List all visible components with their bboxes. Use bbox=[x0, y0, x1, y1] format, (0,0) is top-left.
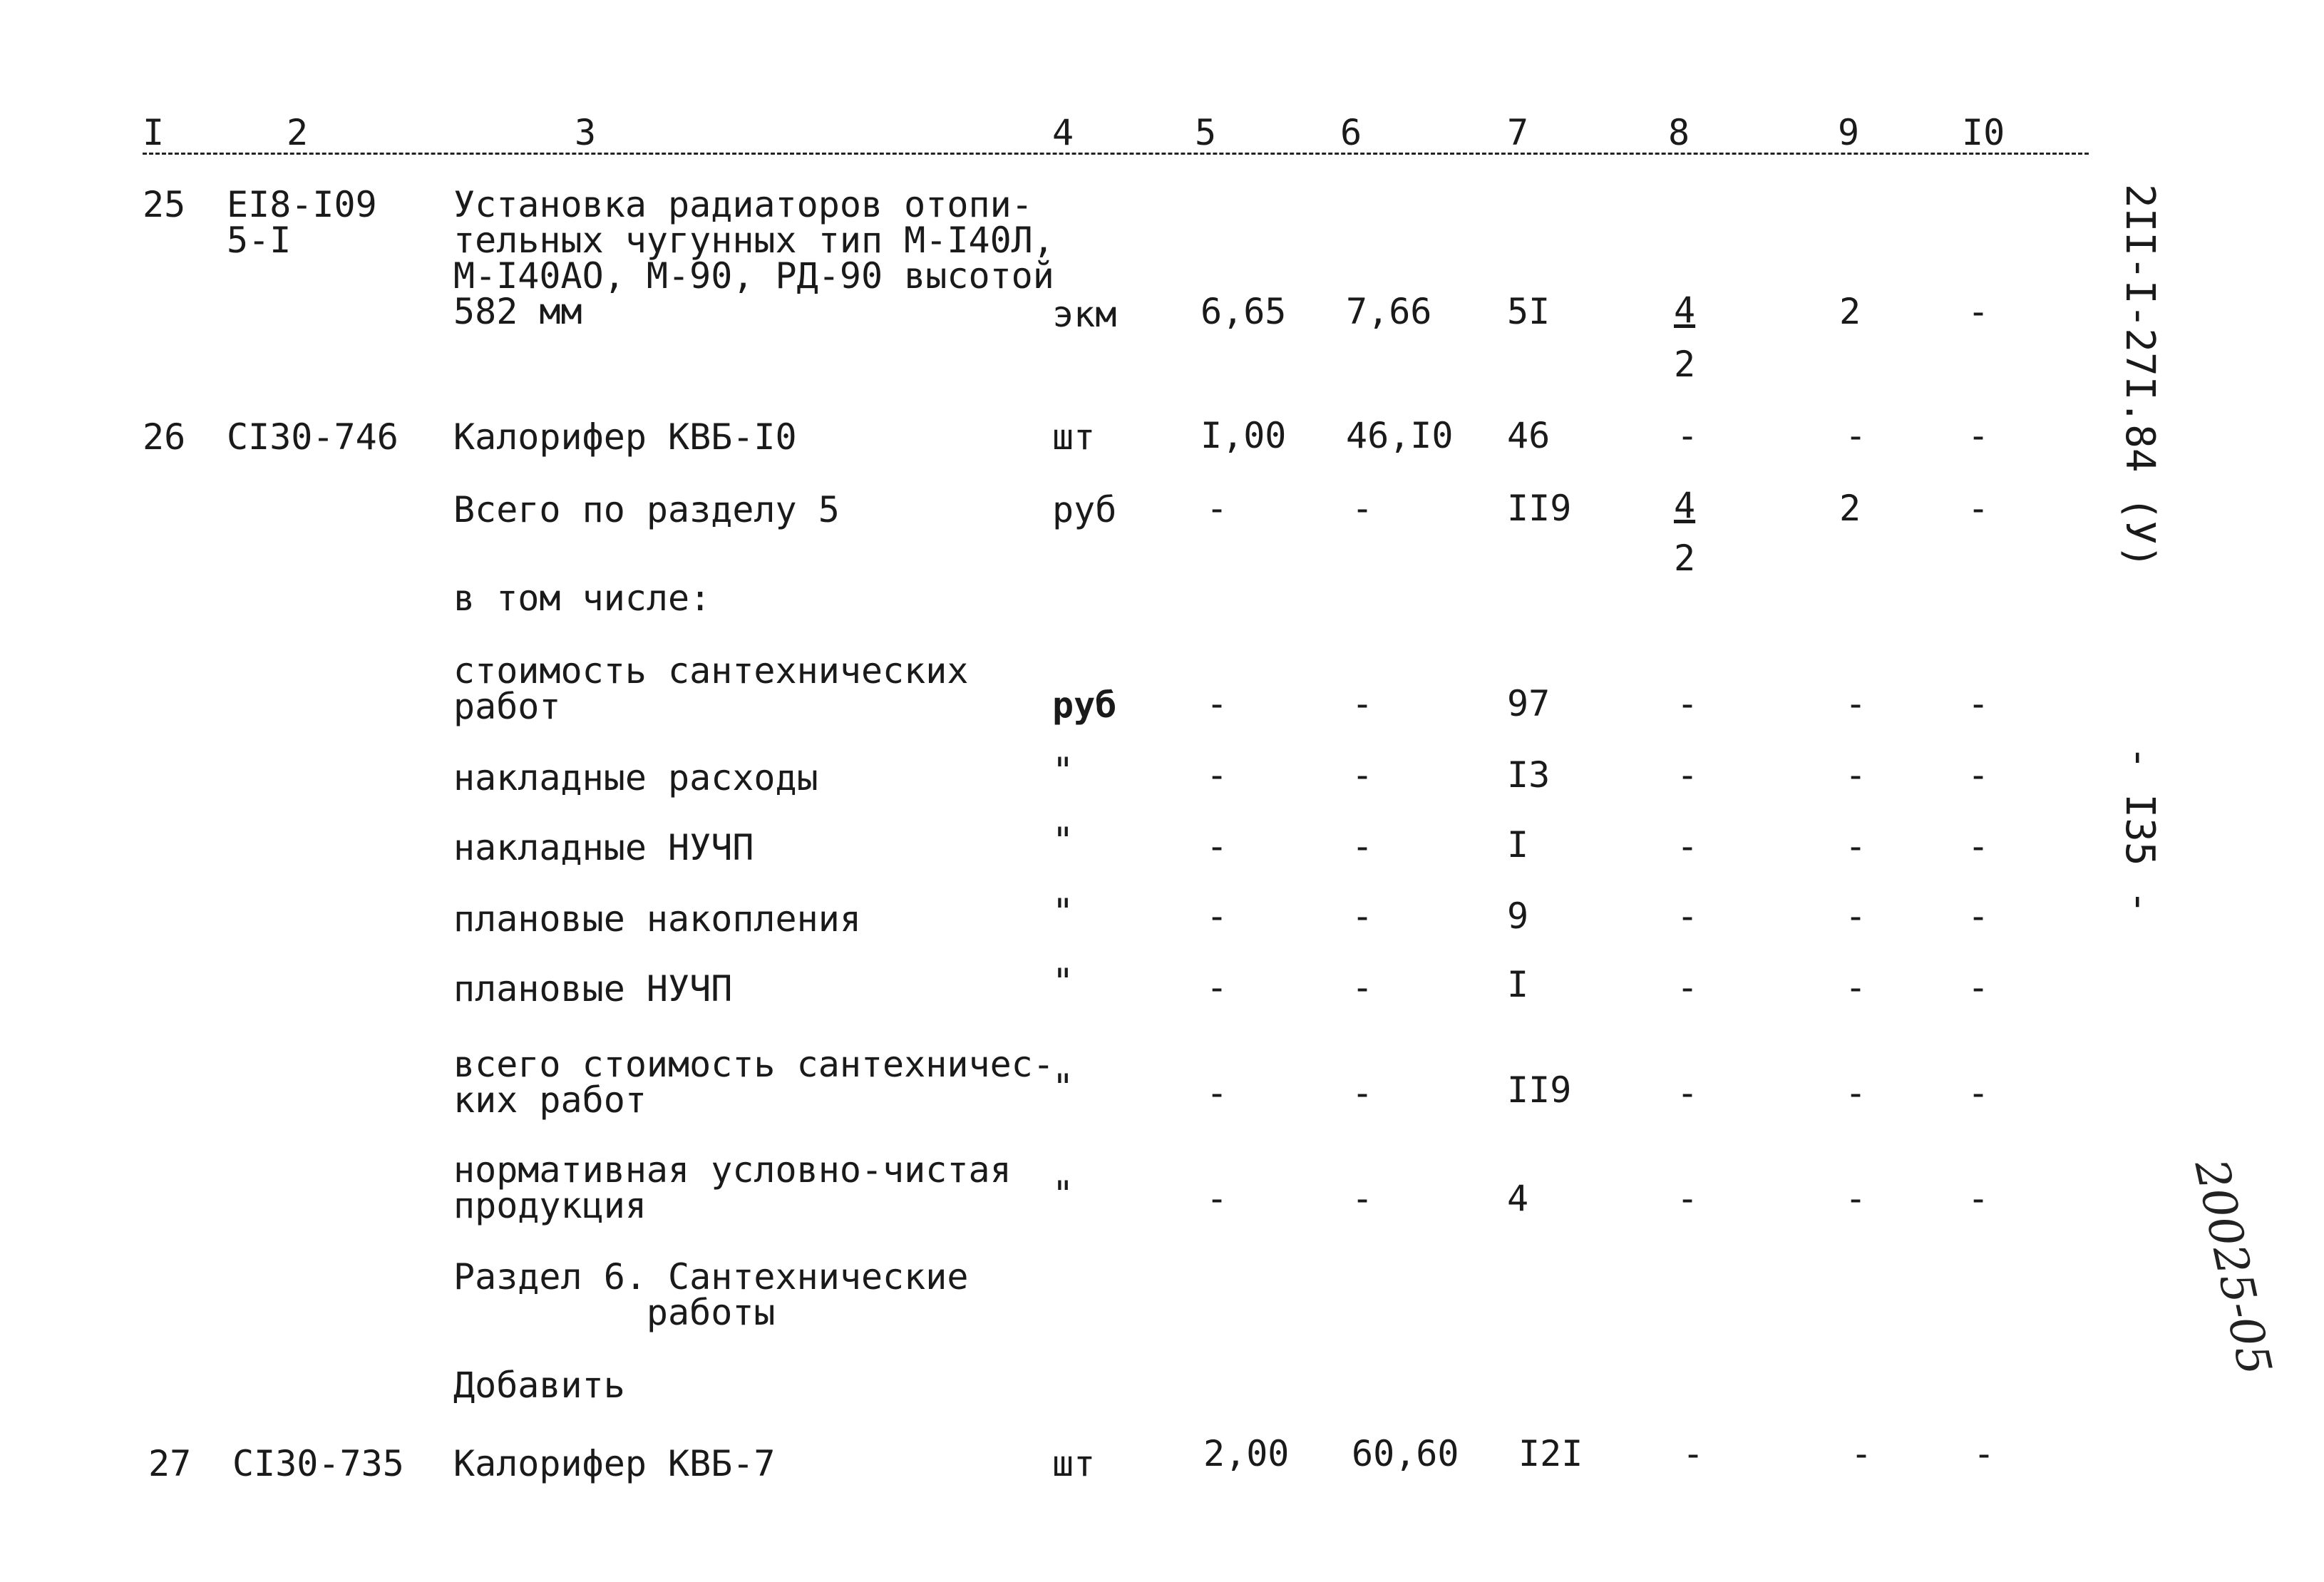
col-header-2: 2 bbox=[287, 112, 309, 153]
row-code: CI30-746 bbox=[227, 416, 399, 458]
row-col10: - bbox=[1968, 754, 1990, 796]
row-col9: - bbox=[1845, 967, 1867, 1008]
row-col7: 46 bbox=[1507, 415, 1551, 456]
row-col8: - bbox=[1677, 1178, 1699, 1219]
row-col5: - bbox=[1206, 1178, 1228, 1219]
row-description: накладные расходы bbox=[453, 757, 818, 798]
row-col5: 2,00 bbox=[1203, 1433, 1290, 1474]
row-description: Калорифер КВБ-I0 bbox=[453, 416, 797, 458]
row-col10: - bbox=[1968, 1072, 1990, 1114]
row-description: Добавить bbox=[453, 1365, 625, 1406]
row-col8-denominator: 2 bbox=[1674, 538, 1696, 579]
row-col8-numerator: 4 bbox=[1674, 289, 1696, 331]
row-col6: - bbox=[1352, 1072, 1374, 1114]
handwritten-note: 20025-05 bbox=[2184, 1155, 2281, 1380]
row-col5: - bbox=[1206, 826, 1228, 867]
row-col7: II9 bbox=[1507, 488, 1572, 529]
document-code: 2II-I-27I.84 (У) bbox=[2117, 184, 2163, 569]
row-col8: - bbox=[1682, 1433, 1705, 1474]
row-col6: - bbox=[1352, 683, 1374, 724]
section-title: Раздел 6. Сантехнические работы bbox=[453, 1256, 969, 1333]
row-code: EI8-I09 5-I bbox=[227, 184, 377, 261]
row-col9: - bbox=[1845, 826, 1867, 867]
row-col6: - bbox=[1352, 754, 1374, 796]
row-col8: - bbox=[1677, 683, 1699, 724]
row-number: 26 bbox=[143, 416, 186, 458]
row-col5: - bbox=[1206, 488, 1228, 529]
row-unit: руб bbox=[1052, 489, 1117, 530]
col-header-4: 4 bbox=[1052, 112, 1074, 153]
row-col10: - bbox=[1968, 488, 1990, 529]
row-col9: - bbox=[1845, 1072, 1867, 1114]
row-description: накладные НУЧП bbox=[453, 827, 754, 868]
col-header-7: 7 bbox=[1507, 112, 1529, 153]
row-col10: - bbox=[1968, 895, 1990, 937]
row-description: нормативная условно-чистая продукция bbox=[453, 1149, 1012, 1226]
row-unit: " bbox=[1052, 750, 1074, 791]
row-number: 25 bbox=[143, 184, 186, 225]
row-col8: - bbox=[1677, 1072, 1699, 1114]
row-col8-denominator: 2 bbox=[1674, 344, 1696, 385]
row-col5: - bbox=[1206, 1072, 1228, 1114]
row-col10: - bbox=[1968, 826, 1990, 867]
col-header-10: I0 bbox=[1962, 112, 2005, 153]
row-col5: - bbox=[1206, 754, 1228, 796]
row-unit: шт bbox=[1052, 416, 1096, 458]
row-col9: 2 bbox=[1839, 291, 1861, 332]
col-header-1: I bbox=[143, 112, 165, 153]
row-description: в том числе: bbox=[453, 577, 711, 619]
row-col10: - bbox=[1968, 683, 1990, 724]
row-col10: - bbox=[1968, 415, 1990, 456]
row-col10: - bbox=[1968, 967, 1990, 1008]
row-description: Установка радиаторов отопи- тельных чугунных тип М-I40Л, М-I40АО, М-90, РД-90 высотой 582 мм bbox=[453, 184, 1054, 332]
row-col10: - bbox=[1968, 1178, 1990, 1219]
row-description: Калорифер КВБ-7 bbox=[453, 1443, 776, 1484]
col-header-8: 8 bbox=[1668, 112, 1690, 153]
row-description: плановые НУЧП bbox=[453, 968, 733, 1010]
page-number: - I35 - bbox=[2117, 746, 2163, 915]
row-code: CI30-735 bbox=[232, 1443, 404, 1484]
row-col5: - bbox=[1206, 683, 1228, 724]
row-col7: II9 bbox=[1507, 1069, 1572, 1111]
row-col7: I3 bbox=[1507, 754, 1551, 796]
row-unit: " bbox=[1052, 820, 1074, 861]
row-col6: - bbox=[1352, 1178, 1374, 1219]
col-header-3: 3 bbox=[575, 112, 597, 153]
row-unit: " bbox=[1052, 961, 1074, 1002]
row-col9: - bbox=[1845, 895, 1867, 937]
col-header-6: 6 bbox=[1340, 112, 1362, 153]
row-col6: - bbox=[1352, 895, 1374, 937]
row-col5: - bbox=[1206, 895, 1228, 937]
row-col6: - bbox=[1352, 488, 1374, 529]
row-col6: 7,66 bbox=[1346, 291, 1432, 332]
row-description: плановые накопления bbox=[453, 898, 861, 940]
row-col10: - bbox=[1968, 291, 1990, 332]
row-col9: - bbox=[1845, 683, 1867, 724]
row-unit: " bbox=[1052, 891, 1074, 933]
row-col9: - bbox=[1845, 1178, 1867, 1219]
row-unit: руб bbox=[1052, 684, 1117, 726]
row-col7: I2I bbox=[1518, 1433, 1583, 1474]
row-col7: 97 bbox=[1507, 683, 1551, 724]
row-col6: 46,I0 bbox=[1346, 415, 1454, 456]
row-col5: I,00 bbox=[1200, 415, 1287, 456]
row-unit: экм bbox=[1052, 294, 1117, 335]
row-unit: " bbox=[1052, 1067, 1074, 1108]
row-number: 27 bbox=[148, 1443, 192, 1484]
row-col7: 9 bbox=[1507, 895, 1529, 937]
row-col9: 2 bbox=[1839, 488, 1861, 529]
col-header-5: 5 bbox=[1195, 112, 1217, 153]
row-col7: 5I bbox=[1507, 291, 1551, 332]
header-divider bbox=[143, 153, 2089, 155]
row-col9: - bbox=[1851, 1433, 1873, 1474]
row-col5: - bbox=[1206, 967, 1228, 1008]
row-description: стоимость сантехнических работ bbox=[453, 650, 969, 727]
row-col5: 6,65 bbox=[1200, 291, 1287, 332]
row-col9: - bbox=[1845, 415, 1867, 456]
row-col8: - bbox=[1677, 754, 1699, 796]
row-col8: - bbox=[1677, 415, 1699, 456]
row-col7: I bbox=[1507, 964, 1529, 1005]
col-header-9: 9 bbox=[1838, 112, 1860, 153]
row-col7: 4 bbox=[1507, 1178, 1529, 1219]
row-col6: - bbox=[1352, 967, 1374, 1008]
row-col10: - bbox=[1973, 1433, 1995, 1474]
row-col8: - bbox=[1677, 967, 1699, 1008]
row-col7: I bbox=[1507, 824, 1529, 866]
row-col6: - bbox=[1352, 826, 1374, 867]
row-col8: - bbox=[1677, 895, 1699, 937]
row-col9: - bbox=[1845, 754, 1867, 796]
row-description: всего стоимость сантехничес- ких работ bbox=[453, 1044, 1054, 1121]
row-unit: шт bbox=[1052, 1443, 1096, 1484]
row-unit: " bbox=[1052, 1173, 1074, 1215]
row-col8: - bbox=[1677, 826, 1699, 867]
row-col6: 60,60 bbox=[1352, 1433, 1459, 1474]
row-description: Всего по разделу 5 bbox=[453, 489, 840, 530]
row-col8-numerator: 4 bbox=[1674, 485, 1696, 526]
